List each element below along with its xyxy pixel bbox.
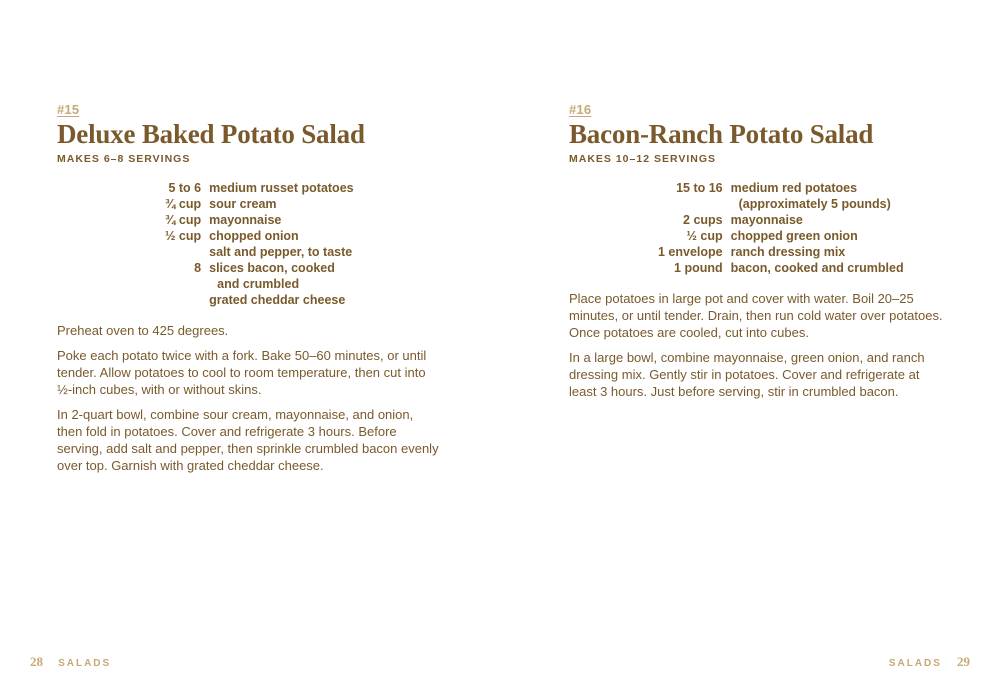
ingredient-item-continuation: and crumbled [217, 277, 300, 291]
ingredient-row [165, 228, 354, 244]
ingredient-row [165, 180, 354, 196]
recipe-title: Bacon-Ranch Potato Salad [569, 119, 874, 149]
page-footer [889, 654, 970, 672]
ingredient-item-text: grated cheddar cheese [209, 293, 346, 307]
directions [57, 322, 442, 474]
ingredient-item [209, 260, 353, 292]
recipe-yield: MAKES 6–8 SERVINGS [57, 153, 191, 165]
ingredient-item-text: medium red potatoes [730, 181, 858, 195]
ingredient-row [165, 292, 354, 308]
ingredient-item-text: chopped green onion [730, 229, 858, 243]
ingredient-qty: ¾ cup [165, 213, 202, 227]
ingredient-qty: 1 envelope [658, 245, 723, 259]
ingredient-item [731, 244, 904, 260]
ingredient-row [658, 228, 904, 244]
ingredient-item-text: medium russet potatoes [209, 181, 354, 195]
direction-step: In 2-quart bowl, combine sour cream, mayonnaise, and onion, then fold in potatoes. Cover and refrigerate 3 hours. Before serving, add salt and pepper, then sprinkle crumbled bacon evenly over top. Garnish with grated cheddar cheese. [57, 407, 439, 473]
ingredient-item-text: salt and pepper, to taste [209, 245, 353, 259]
ingredient-qty: 5 to 6 [168, 181, 202, 195]
page-number: 28 [30, 654, 43, 669]
ingredient-row [658, 260, 904, 276]
ingredient-item [209, 292, 353, 308]
ingredient-qty [165, 244, 209, 260]
ingredient-qty: ½ cup [165, 229, 202, 243]
ingredient-qty [165, 292, 209, 308]
ingredient-row [658, 180, 904, 212]
ingredient-qty: 8 [194, 261, 202, 275]
direction-step: Preheat oven to 425 degrees. [57, 323, 229, 338]
ingredient-item [731, 228, 904, 244]
recipe-title: Deluxe Baked Potato Salad [57, 119, 365, 149]
ingredient-item [731, 260, 904, 276]
ingredient-item-text: mayonnaise [730, 213, 803, 227]
ingredient-item [209, 212, 353, 228]
ingredient-qty: ¾ cup [165, 197, 202, 211]
ingredient-item [209, 196, 353, 212]
directions [569, 290, 949, 400]
ingredient-qty: 15 to 16 [676, 181, 723, 195]
ingredient-item [209, 180, 353, 196]
ingredient-item-text: bacon, cooked and crumbled [730, 261, 904, 275]
recipe-number: #16 [569, 102, 592, 117]
ingredient-item-text: mayonnaise [209, 213, 282, 227]
section-label: SALADS [888, 658, 942, 669]
page-number: 29 [957, 654, 970, 669]
ingredient-row [165, 196, 354, 212]
ingredient-row [165, 244, 354, 260]
ingredient-item [731, 212, 904, 228]
right-page [500, 0, 1000, 691]
recipe-number: #15 [57, 102, 80, 117]
direction-step: In a large bowl, combine mayonnaise, green onion, and ranch dressing mix. Gently stir in potatoes. Cover and refrigerate at least 3 hours. Just before serving, stir in crumbled bacon. [569, 350, 925, 399]
direction-step: Place potatoes in large pot and cover with water. Boil 20–25 minutes, or until tender. Drain, then run cold water over potatoes. Once potatoes are cooled, cut into cubes. [569, 291, 943, 340]
ingredient-item-text: sour cream [209, 197, 277, 211]
ingredient-row [658, 244, 904, 260]
recipe-yield: MAKES 10–12 SERVINGS [569, 153, 717, 165]
ingredients-list [165, 180, 354, 308]
ingredient-item [731, 180, 904, 212]
ingredient-qty: 2 cups [683, 213, 723, 227]
ingredient-item-text: slices bacon, cooked [209, 261, 335, 275]
recipe-16 [569, 101, 949, 408]
recipe-15 [57, 101, 442, 482]
ingredient-row [165, 260, 354, 292]
section-label: SALADS [58, 658, 112, 669]
ingredient-qty: ½ cup [686, 229, 723, 243]
ingredient-row [658, 212, 904, 228]
ingredient-item-text: chopped onion [209, 229, 299, 243]
ingredient-item-continuation: (approximately 5 pounds) [738, 197, 891, 211]
ingredients-list [658, 180, 904, 276]
ingredient-item [209, 228, 353, 244]
ingredient-row [165, 212, 354, 228]
ingredient-item [209, 244, 353, 260]
direction-step: Poke each potato twice with a fork. Bake 50–60 minutes, or until tender. Allow potatoes to cool to room temperature, then cut into ½-inch cubes, with or without skins. [57, 348, 427, 397]
ingredient-qty: 1 pound [674, 261, 723, 275]
ingredient-item-text: ranch dressing mix [730, 245, 846, 259]
page-footer [30, 654, 111, 672]
